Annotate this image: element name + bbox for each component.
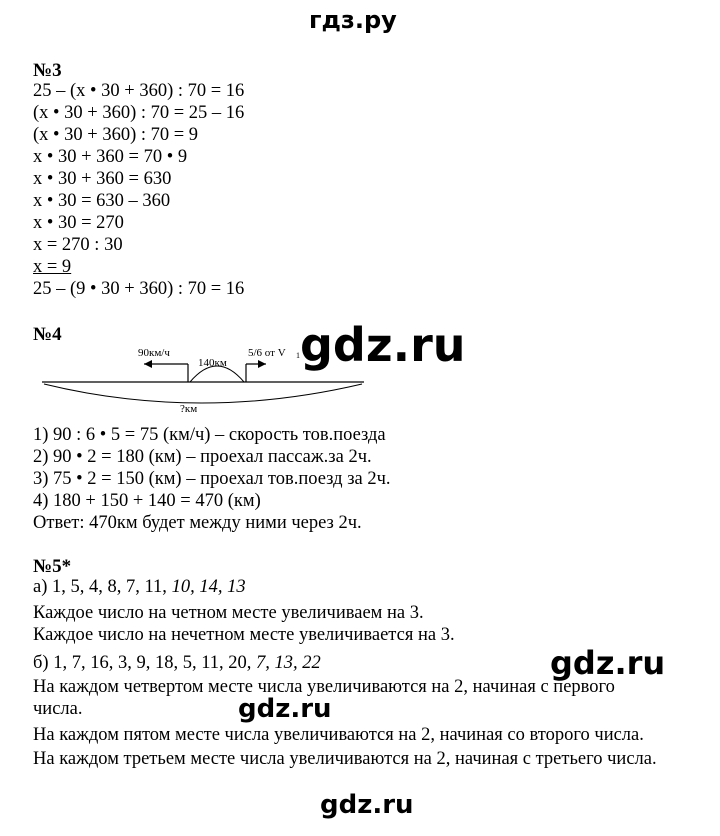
watermark-bottom: gdz.ru	[320, 790, 414, 820]
task3-line-6: x • 30 = 630 – 360	[33, 191, 171, 211]
total-arc	[44, 384, 362, 403]
task3-line-5: x • 30 + 360 = 630	[33, 169, 172, 189]
task5-a-line-2: Каждое число на нечетном месте увеличивается на 3.	[33, 625, 455, 645]
task3-line-7: x • 30 = 270	[33, 213, 124, 233]
task5-b-line-2: числа.	[33, 699, 83, 719]
watermark-large: gdz.ru	[300, 318, 466, 372]
label-v2-sub: 1	[296, 351, 300, 360]
task4-answer: Ответ: 470км будет между ними через 2ч.	[33, 513, 362, 533]
task5-b-line-3: На каждом пятом месте числа увеличиваются на 2, начиная со второго числа.	[33, 725, 644, 745]
task3-answer: x = 9	[33, 257, 72, 277]
task5-a-answer: 10, 14, 13	[171, 577, 246, 597]
watermark-right: gdz.ru	[550, 644, 666, 682]
task5-b-line-1: На каждом четвертом месте числа увеличиваются на 2, начиная с первого	[33, 677, 615, 697]
task3-check: 25 – (9 • 30 + 360) : 70 = 16	[33, 279, 245, 299]
label-v1: 90км/ч	[138, 347, 170, 359]
label-v2: 5/6 от V	[248, 347, 286, 359]
task5-a-sequence: а) 1, 5, 4, 8, 7, 11, 10, 14, 13	[33, 577, 246, 597]
task4-line-3: 3) 75 • 2 = 150 (км) – проехал тов.поезд за 2ч.	[33, 469, 391, 489]
task4-line-1: 1) 90 : 6 • 5 = 75 (км/ч) – скорость тов.поезда	[33, 425, 386, 445]
task5-title: №5*	[33, 556, 72, 577]
task5-b-answer: 7, 13, 22	[256, 653, 321, 673]
task3-line-1: 25 – (x • 30 + 360) : 70 = 16	[33, 81, 245, 101]
task3-title: №3	[33, 60, 62, 81]
site-header: гдз.ру	[309, 6, 397, 34]
label-total: ?км	[180, 403, 198, 415]
watermark-middle: gdz.ru	[238, 694, 332, 724]
task3-line-2: (x • 30 + 360) : 70 = 25 – 16	[33, 103, 245, 123]
task5-b-line-4: На каждом третьем месте числа увеличиваются на 2, начиная с третьего числа.	[33, 749, 657, 769]
task3-line-3: (x • 30 + 360) : 70 = 9	[33, 125, 199, 145]
label-gap: 140км	[198, 357, 227, 369]
task3-line-4: x • 30 + 360 = 70 • 9	[33, 147, 188, 167]
task3-line-8: x = 270 : 30	[33, 235, 123, 255]
task4-line-2: 2) 90 • 2 = 180 (км) – проехал пассаж.за 2ч.	[33, 447, 372, 467]
task5-b-sequence: б) 1, 7, 16, 3, 9, 18, 5, 11, 20, 7, 13, 22	[33, 653, 321, 673]
task4-title: №4	[33, 324, 62, 345]
task5-a-line-1: Каждое число на четном месте увеличиваем на 3.	[33, 603, 424, 623]
left-arrowhead	[144, 360, 152, 368]
right-arrowhead	[258, 360, 266, 368]
task4-line-4: 4) 180 + 150 + 140 = 470 (км)	[33, 491, 261, 511]
